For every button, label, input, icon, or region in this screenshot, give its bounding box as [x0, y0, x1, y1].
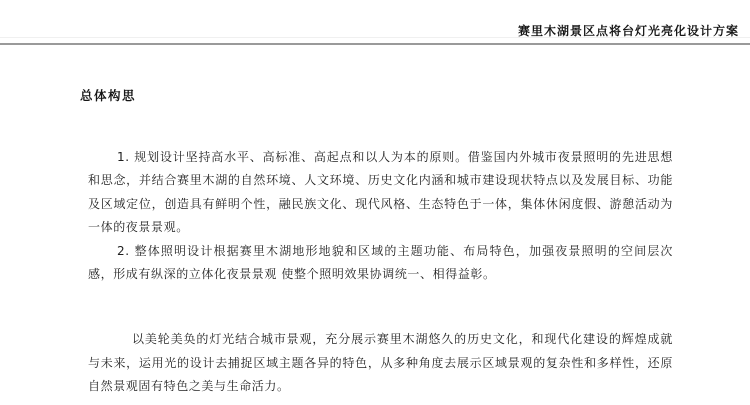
section-heading: 总体构思: [80, 88, 137, 103]
paragraph-light-and-cityscape: 以美轮美奂的灯光结合城市景观，充分展示赛里木湖悠久的历史文化，和现代化建设的辉煌成就与未来，运用光的设计去捕捉区域主题各异的特色，从多种角度去展示区域景观的复杂性和多样性，还原自然景观固有特色之美与生命活力。: [88, 332, 673, 394]
body-text: [88, 146, 673, 399]
page-header-title: 赛里木湖景区点将台灯光亮化设计方案: [517, 24, 739, 38]
paragraph-planning-principles: 1. 规划设计坚持高水平、高标准、高起点和以人为本的原则。借鉴国内外城市夜景照明的先进思想和思念，并结合赛里木湖的自然环境、人文环境、历史文化内涵和城市建设现状特点以及发展目标、功能及区域定位，创造具有鲜明个性，融民族文化、现代风格、生态特色于一体，集体休闲度假、游憩活动为一体的夜景景观。: [88, 150, 673, 235]
page-header: [0, 0, 750, 45]
paragraph-overall-lighting-design: 2. 整体照明设计根据赛里木湖地形地貌和区域的主题功能、布局特色，加强夜景照明的空间层次感，形成有纵深的立体化夜景景观 使整个照明效果协调统一、相得益彰。: [88, 243, 673, 282]
